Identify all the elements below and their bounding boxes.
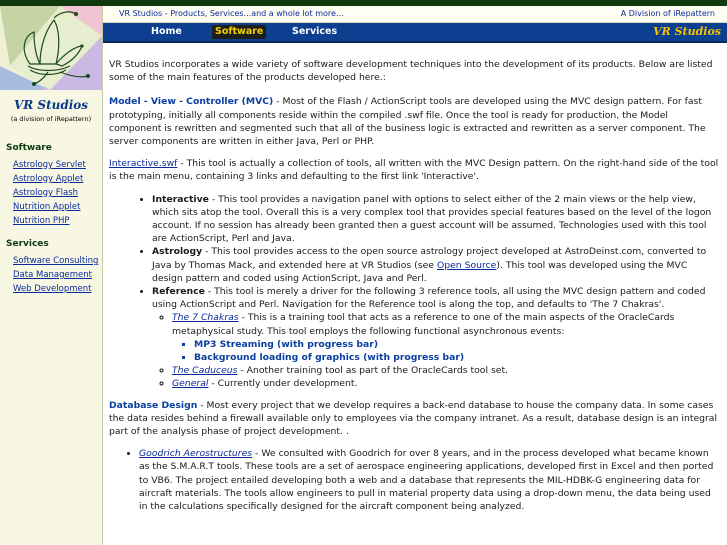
general-link[interactable]: General (172, 378, 209, 390)
list-item (172, 364, 719, 377)
client-list (109, 447, 719, 513)
event-mp3-streaming: ▪ MP3 Streaming (with progress bar) (194, 338, 719, 351)
main-content (109, 58, 719, 513)
chakras-link[interactable]: The 7 Chakras (172, 312, 239, 324)
main-nav (103, 23, 727, 43)
caduceus-text: - Another training tool as part of the OracleCards tool set. (237, 365, 509, 377)
sidebar-link-nutrition-applet[interactable]: Nutrition Applet (13, 202, 81, 212)
bullet-text-astrology-b: ). This tool was developed using the MVC design pattern and coded using ActionScript, Java and Perl. (152, 259, 688, 284)
interactive-text: - This tool is actually a collection of tools, all written with the MVC Design pattern. On the right-hand side of the tool is the main menu, containing 3 links and defaulting to the first link 'Interactive'. (109, 158, 719, 183)
goodrich-text: - We consulted with Goodrich for over 8 years, and in the process developed what became known as the S.M.A.R.T tools. These tools are a set of aerospace engineering applications, developed first in Excel and then ported to VB6. The project entailed developing both a web and a database that represents the MIL-HDBK-G engineering data for aircraft materials. The tools allow engineers to pull in material property data using a drop-down menu, the data being used in the calculations specifically designed for the aircraft component being analyzed. (139, 448, 714, 513)
sidebar-brand-subtitle: (a division of iRepattern) (10, 115, 92, 123)
list-item (172, 311, 719, 364)
services-heading: Services (6, 239, 49, 249)
nav-services[interactable]: Services (292, 26, 338, 37)
sidebar-brand: VR Studios (13, 98, 89, 112)
events-list (172, 338, 719, 364)
mvc-title: Model - View - Controller (MVC) (109, 96, 274, 108)
list-item (139, 447, 719, 513)
interactive-swf-link[interactable]: Interactive.swf (109, 158, 178, 170)
software-heading: Software (6, 143, 52, 153)
sidebar-link-astrology-applet[interactable]: Astrology Applet (13, 174, 84, 184)
bullet-text-interactive: - This tool provides a navigation panel with options to select either of the 2 main views or the help view, which sits atop the tool. Overall this is a very complex tool that provides special features based on the level of the logon account. If no session has already been granted then a guest account will be assumed. Technologies used with this tool are ActionScript, Perl and Java. (152, 193, 712, 245)
sidebar-link-nutrition-php[interactable]: Nutrition PHP (13, 216, 70, 226)
reference-sublist (152, 311, 719, 390)
bullet-title-astrology: Astrology (152, 246, 203, 258)
list-item (172, 377, 719, 390)
list-item (152, 245, 719, 285)
database-paragraph (109, 399, 719, 439)
database-text: - Most every project that we develop requires a back-end database to house the company data. In some cases the data resides behind a firewall available only to employees via the company intranet. As a result, database design is an integral part of the analysis phase of project development. . (109, 399, 718, 438)
sidebar-link-web-development[interactable]: Web Development (13, 284, 92, 294)
sidebar-link-astrology-flash[interactable]: Astrology Flash (13, 188, 79, 198)
intro-paragraph: VR Studios incorporates a wide variety of software development techniques into the development of its products. Below are listed some of the main features of the products developed here.: (109, 59, 713, 84)
sidebar-link-astrology-servlet[interactable]: Astrology Servlet (13, 160, 86, 170)
tagline-strip (103, 6, 727, 23)
bullet-text-reference: - This tool is merely a driver for the following 3 reference tools, all using the MVC design pattern and coded using ActionScript and Perl. Navigation for the Reference tool is along the top, and defaults to 'The 7 Chakras'. (152, 286, 706, 311)
sidebar-link-data-management[interactable]: Data Management (13, 270, 92, 280)
list-item (152, 193, 719, 246)
goodrich-link[interactable]: Goodrich Aerostructures (139, 448, 253, 460)
division-text: A Division of iRepattern (620, 9, 715, 18)
chakras-text: - This is a training tool that acts as a reference to one of the main aspects of the OracleCards metaphysical study. This tool employs the following functional asynchronous events: (172, 312, 675, 337)
sidebar-link-software-consulting[interactable]: Software Consulting (13, 256, 99, 266)
lotus-logo (0, 6, 102, 90)
general-text: - Currently under development. (208, 378, 358, 390)
caduceus-link[interactable]: The Caduceus (172, 365, 238, 377)
sidebar (0, 6, 103, 545)
list-item (152, 285, 719, 391)
nav-home[interactable]: Home (151, 26, 182, 37)
event-background-loading: ▪ Background loading of graphics (with progress bar) (194, 351, 719, 364)
nav-brand: VR Studios (653, 25, 721, 38)
open-source-link[interactable]: Open Source (436, 259, 497, 271)
database-title: Database Design (109, 399, 198, 411)
interactive-paragraph (109, 157, 719, 183)
mvc-paragraph (109, 95, 719, 148)
tagline-text: VR Studios - Products, Services...and a whole lot more... (119, 9, 344, 18)
tool-list (109, 193, 719, 391)
bullet-title-reference: Reference (152, 286, 205, 298)
nav-software[interactable]: Software (212, 25, 266, 39)
bullet-text-astrology-a: - This tool provides access to the open source astrology project developed at AstroDeinst.com, converted to Java by Thomas Mack, and extended here at VR Studios (see (152, 246, 707, 271)
bullet-title-interactive: Interactive (152, 193, 209, 205)
mvc-text: - Most of the Flash / ActionScript tools are developed using the MVC design pattern. For fast prototyping, initially all components reside within the compiled .swf file. Once the tool is ready for production, the Model component is rewritten and segmented such that all of the business logic is extracted and rewritten as a server component. The server components are written in either Java, Perl or PHP. (109, 96, 706, 148)
